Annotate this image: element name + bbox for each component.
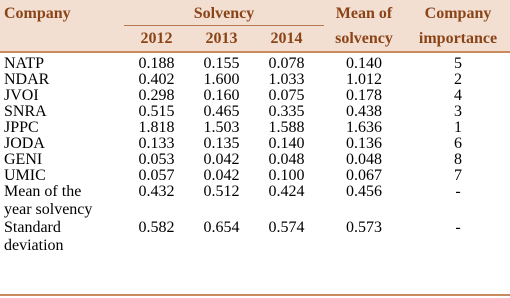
cell-y2013: 0.042 xyxy=(203,151,240,168)
cell-mean: 0.048 xyxy=(346,151,382,168)
cell-y2012: 1.818 xyxy=(138,119,175,136)
cell-summary-y2014: 0.574 xyxy=(268,219,305,236)
cell-y2013: 1.600 xyxy=(203,71,240,88)
cell-mean: 0.136 xyxy=(346,135,382,152)
cell-y2012: 0.188 xyxy=(138,55,175,72)
table-bottom-rule xyxy=(0,294,510,296)
cell-y2013: 0.042 xyxy=(203,167,240,184)
header-year-2012: 2012 xyxy=(140,30,173,47)
cell-y2012: 0.298 xyxy=(138,87,175,104)
cell-y2013: 1.503 xyxy=(203,119,240,136)
cell-mean: 0.178 xyxy=(346,87,382,104)
header-mean-line2: solvency xyxy=(335,30,393,47)
header-mean-line1: Mean of xyxy=(335,5,393,22)
cell-summary-y2012: 0.582 xyxy=(138,219,175,236)
cell-y2014: 1.033 xyxy=(268,71,305,88)
cell-summary-y2014: 0.424 xyxy=(268,183,305,200)
cell-company: JVOI xyxy=(4,87,39,104)
cell-mean: 0.140 xyxy=(346,55,382,72)
cell-mean: 1.636 xyxy=(346,119,382,136)
header-solvency: Solvency xyxy=(193,5,255,22)
cell-y2013: 0.160 xyxy=(203,87,240,104)
cell-y2013: 0.135 xyxy=(203,135,240,152)
header-year-2014: 2014 xyxy=(270,30,303,47)
cell-company: GENI xyxy=(4,151,43,168)
cell-company: JODA xyxy=(4,135,45,152)
cell-summary-y2012: 0.432 xyxy=(138,183,175,200)
cell-company: JPPC xyxy=(4,119,39,136)
cell-y2014: 0.048 xyxy=(268,151,305,168)
cell-summary-label-line2: deviation xyxy=(4,237,64,254)
cell-summary-y2013: 0.654 xyxy=(203,219,240,236)
header-year-2013: 2013 xyxy=(205,30,238,47)
cell-y2012: 0.057 xyxy=(138,167,175,184)
cell-importance: 7 xyxy=(454,167,462,184)
cell-importance: 5 xyxy=(454,55,462,72)
cell-y2014: 0.335 xyxy=(268,103,305,120)
cell-company: NATP xyxy=(4,55,45,72)
solvency-underline xyxy=(124,25,324,26)
cell-y2013: 0.155 xyxy=(203,55,240,72)
cell-summary-label-line1: Mean of the xyxy=(4,183,82,200)
cell-summary-label-line1: Standard xyxy=(4,219,61,236)
cell-importance: 4 xyxy=(454,87,462,104)
cell-importance: 6 xyxy=(454,135,462,152)
cell-y2012: 0.133 xyxy=(138,135,175,152)
header-company: Company xyxy=(4,5,71,22)
cell-summary-y2013: 0.512 xyxy=(203,183,240,200)
cell-y2012: 0.515 xyxy=(138,103,175,120)
cell-summary-importance: - xyxy=(455,183,461,200)
cell-y2013: 0.465 xyxy=(203,103,240,120)
cell-y2014: 0.100 xyxy=(268,167,305,184)
cell-summary-mean: 0.456 xyxy=(346,183,382,200)
header-bottom-rule xyxy=(0,51,510,53)
cell-mean: 0.438 xyxy=(346,103,382,120)
cell-y2014: 0.140 xyxy=(268,135,305,152)
cell-importance: 3 xyxy=(454,103,462,120)
cell-y2012: 0.402 xyxy=(138,71,175,88)
cell-company: UMIC xyxy=(4,167,46,184)
cell-mean: 0.067 xyxy=(346,167,382,184)
cell-summary-mean: 0.573 xyxy=(346,219,382,236)
cell-company: SNRA xyxy=(4,103,47,120)
cell-y2014: 0.078 xyxy=(268,55,305,72)
cell-y2012: 0.053 xyxy=(138,151,175,168)
cell-company: NDAR xyxy=(4,71,50,88)
cell-importance: 2 xyxy=(454,71,462,88)
cell-summary-label-line2: year solvency xyxy=(4,201,93,218)
cell-y2014: 0.075 xyxy=(268,87,305,104)
cell-importance: 8 xyxy=(454,151,462,168)
cell-y2014: 1.588 xyxy=(268,119,305,136)
header-importance-line2: importance xyxy=(418,30,498,47)
cell-mean: 1.012 xyxy=(346,71,382,88)
header-importance-line1: Company xyxy=(424,5,492,22)
cell-importance: 1 xyxy=(454,119,462,136)
cell-summary-importance: - xyxy=(455,219,461,236)
